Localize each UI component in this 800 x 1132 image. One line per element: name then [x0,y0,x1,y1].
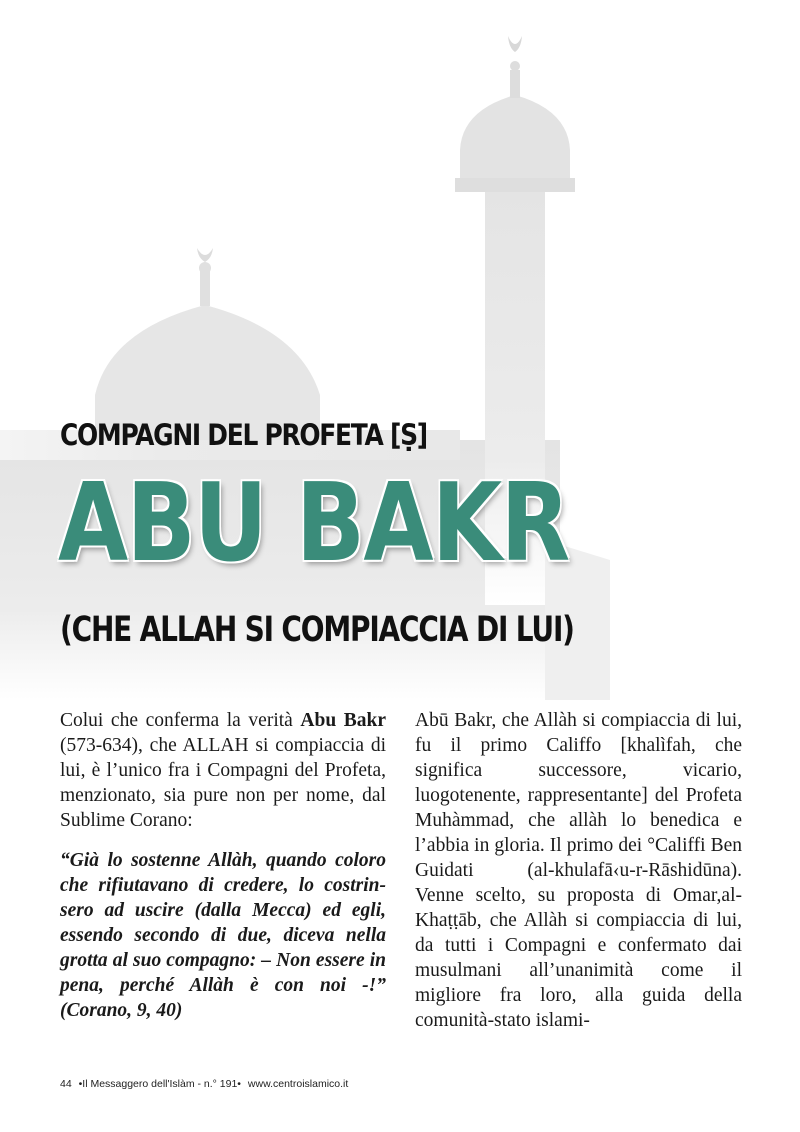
intro-name: Abu Bakr [300,710,386,731]
intro-text-start: Colui che conferma la verità [60,710,301,731]
website-link[interactable]: www.centroislamico.it [247,1078,349,1090]
article-title: ABU BAKR [58,461,569,586]
intro-paragraph [60,708,386,833]
article-subtitle: (CHE ALLAH SI COMPIACCIA DI LUI) [60,610,574,650]
section-title: COMPAGNI DEL PROFETA [Ṣ] [60,418,427,452]
page-number: 44 [60,1078,72,1090]
right-column [415,708,742,1048]
intro-text-end: (573-634), che ALLAH si compiaccia di lui, è l’unico fra i Compagni del Profeta, menzionato, sia pure non per nome, dal Sublime Corano: [60,735,386,831]
left-column [60,708,386,1038]
page-footer [60,1078,352,1090]
publication-name: •Il Messaggero dell'Islàm - n.° 191• [78,1078,241,1090]
quran-quote: “Già lo sostenne Allàh, quando coloro che rifiutavano di credere, lo costrinsero ad uscire (dalla Mecca) ed egli, essendo secondo di due, diceva nella grotta al suo compagno: – Non essere in pena, perché Allàh è con noi -!” (Corano, 9, 40) [60,850,386,1021]
body-paragraph: Abū Bakr, che Allàh si compiaccia di lui, fu il primo Califfo [khalìfah, che significa successore, vicario, luogotenente, rappresentante] del Profeta Muhàmmad, che allàh lo benedica e l’abbia in gloria. Il primo dei °Califfi Ben Guidati (al-khulafā‹u-r-Rāshidūna). Venne scelto, su proposta di Omar,al-Khaṭṭāb, che Allàh si compiaccia di lui, da tutti i Compagni e confermato dai musulmani all’unanimità come il migliore fra loro, alla guida della comunità-stato islami- [415,710,742,1031]
